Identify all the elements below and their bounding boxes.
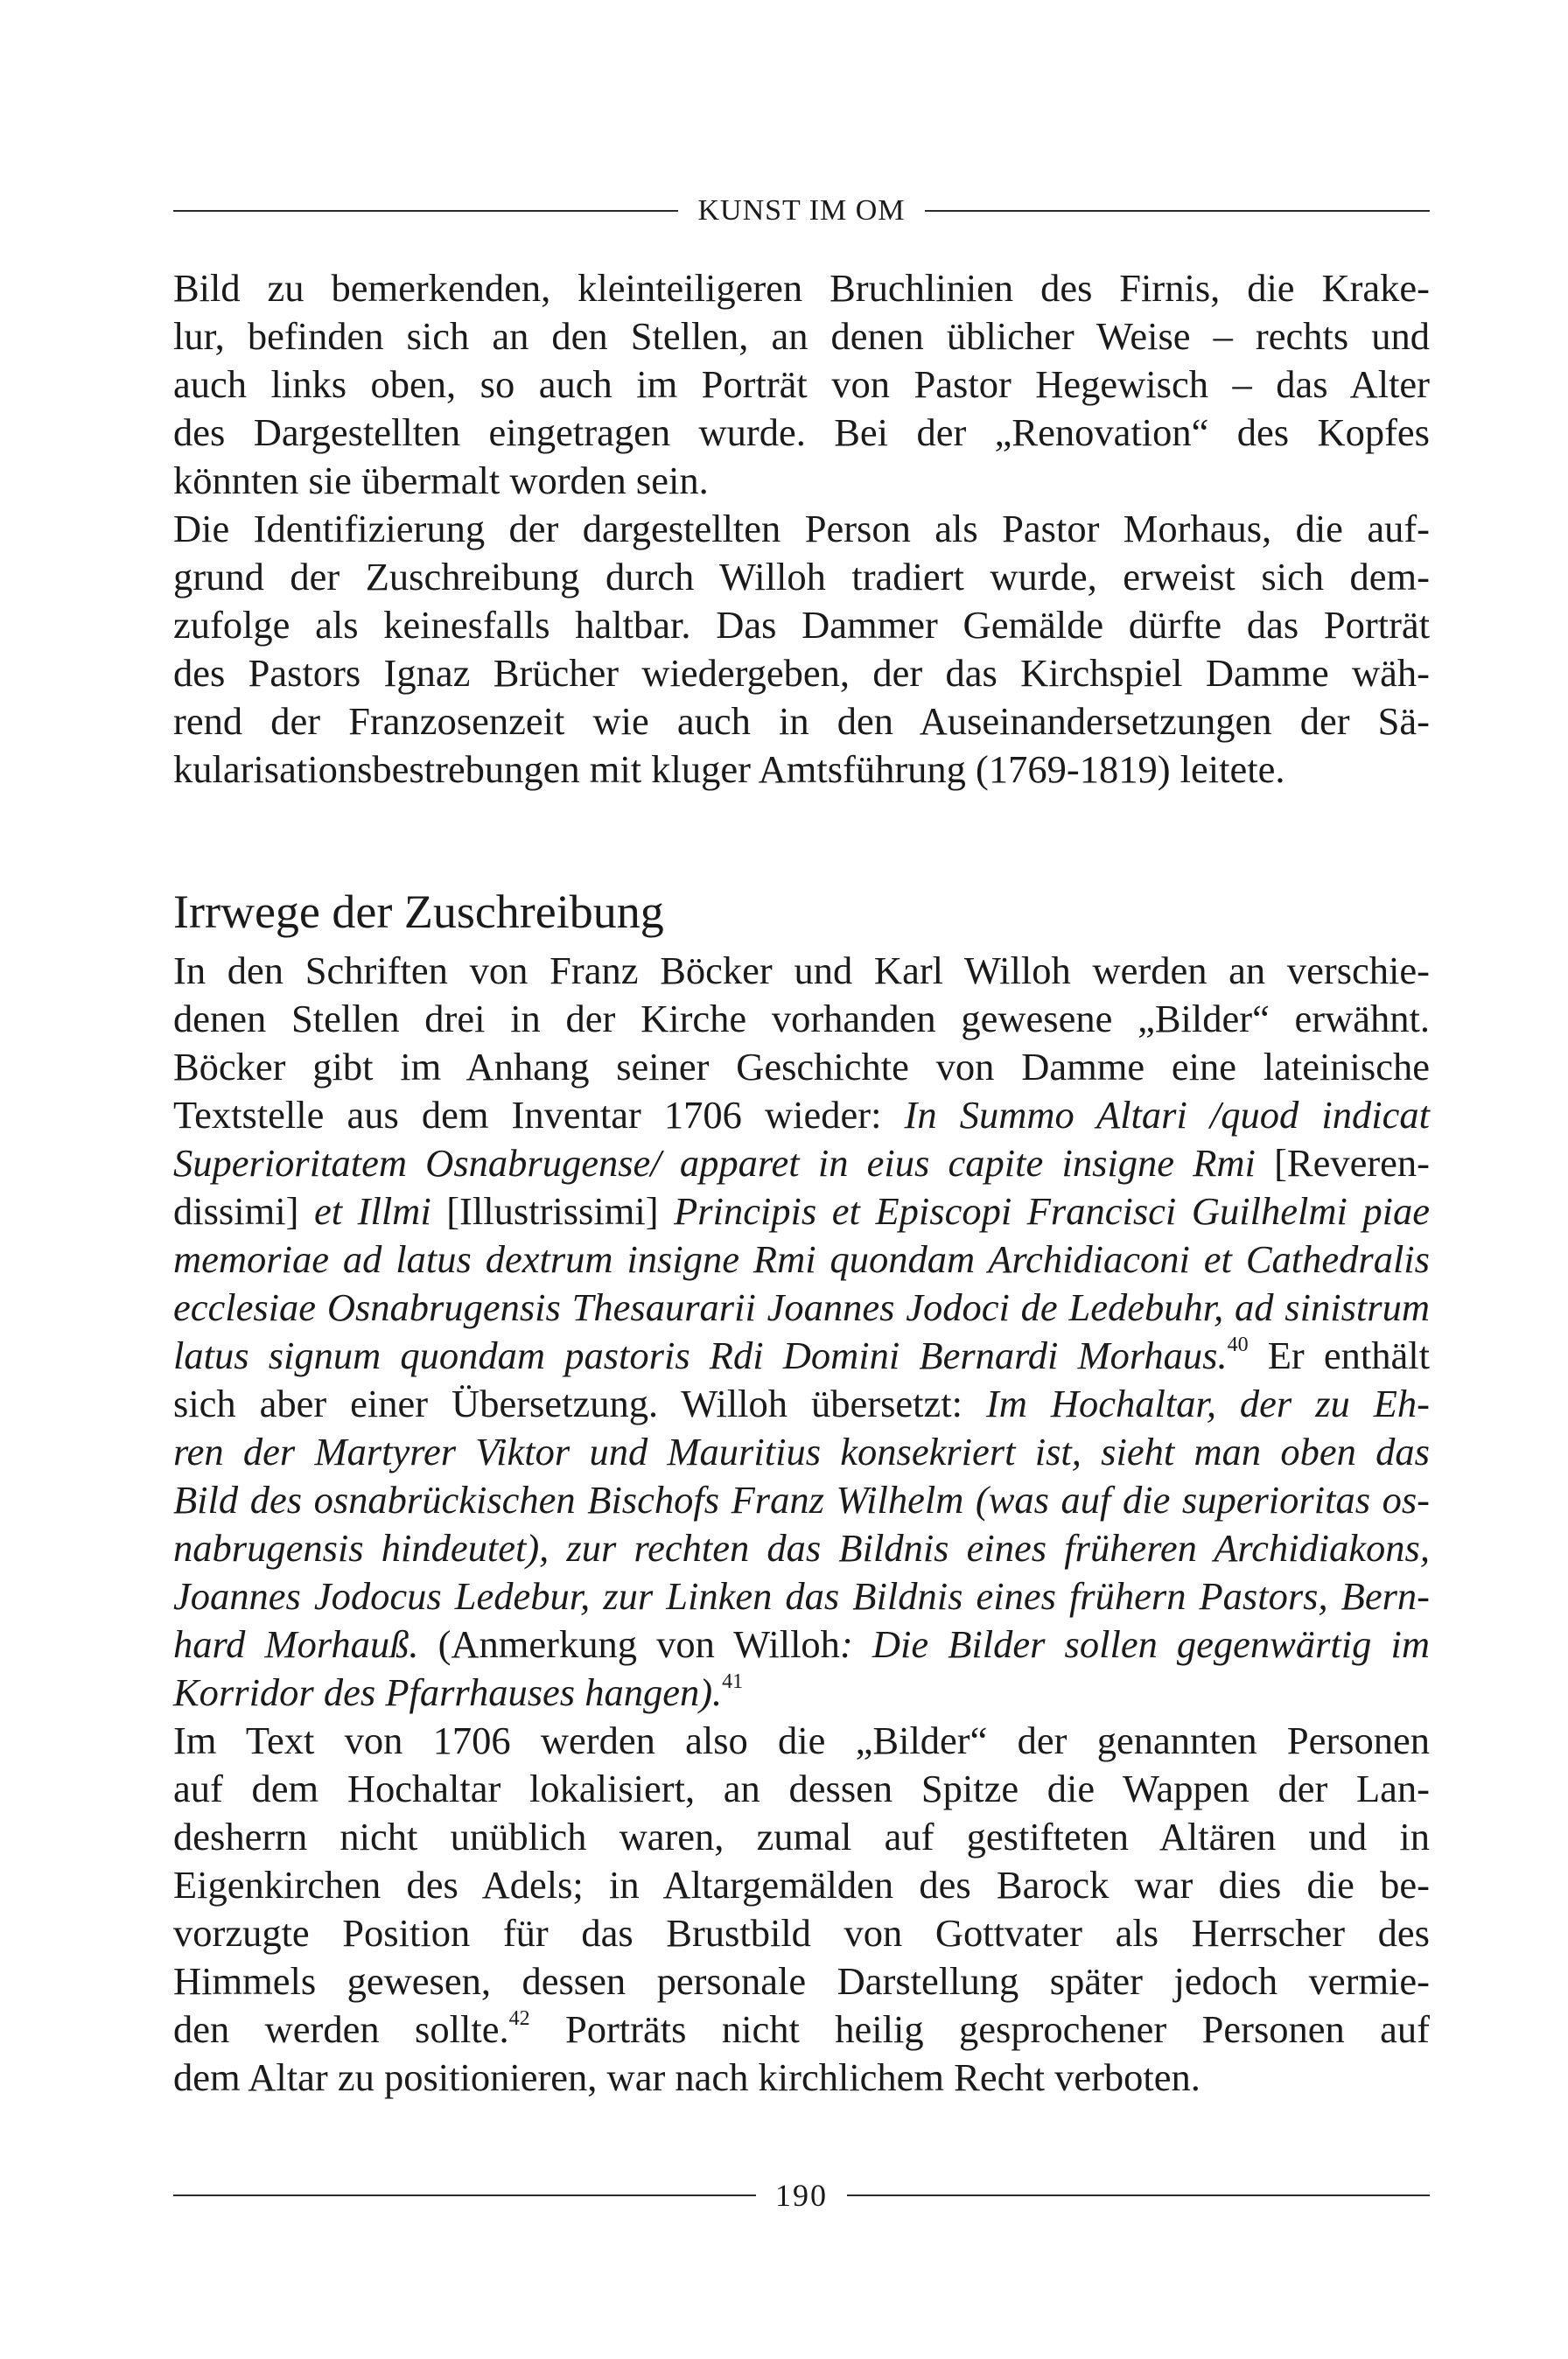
text-line [173,1620,1430,1669]
paragraph-3 [173,947,1430,1717]
text-segment: [Reveren- [1255,1141,1430,1185]
translation-quote: Im Hochaltar, der zu Eh- [985,1382,1430,1425]
text-line: rend der Franzosenzeit wie auch in den Auseinandersetzungen der Sä- [173,699,1430,743]
text-line [173,1091,1430,1139]
latin-quote: et Illmi [313,1189,431,1233]
latin-quote: latus signum quondam pastoris Rdi Domini Bernardi Morhaus. [173,1334,1228,1377]
text-line [173,1572,1430,1620]
text-segment: den werden sollte. [173,2007,509,2051]
translation-quote: ren der Martyrer Viktor und Mauritius konsekriert ist, sieht man oben das [173,1430,1430,1474]
footnote-ref[interactable]: 40 [1227,1334,1249,1356]
text-line: Die Identifizierung der dargestellten Person als Pastor Morhaus, die auf- [173,507,1430,550]
text-line: In den Schriften von Franz Böcker und Karl Willoh werden an verschie- [173,948,1430,992]
text-line: vorzugte Position für das Brustbild von Gottvater als Herrscher des [173,1911,1430,1955]
header-rule-left [173,210,678,212]
footnote-ref[interactable]: 42 [508,2007,530,2030]
section-2-text [173,947,1430,2102]
text-line: Eigenkirchen des Adels; in Altargemälden des Barock war dies die be- [173,1863,1430,1907]
text-line [173,1236,1430,1284]
section-heading: Irrwege der Zuschreibung [173,886,664,938]
paragraph-2 [173,505,1430,794]
text-line: des Dargestellten eingetragen wurde. Bei der „Renovation“ des Kopfes [173,410,1430,454]
text-segment: sich aber einer Übersetzung. Willoh übersetzt: [173,1382,986,1425]
translation-quote: : Die Bilder sollen gegenwärtig im [839,1622,1431,1666]
text-line [173,2006,1430,2054]
text-line [173,1332,1430,1380]
text-line: Böcker gibt im Anhang seiner Geschichte von Damme eine lateinische [173,1045,1430,1088]
translation-quote: Joannes Jodocus Ledebur, zur Linken das Bildnis eines frühern Pastors, Bern- [173,1574,1430,1618]
footnote-ref[interactable]: 41 [722,1670,744,1693]
latin-quote: ecclesiae Osnabrugensis Thesaurarii Joannes Jodoci de Ledebuhr, ad sinistrum [173,1285,1430,1329]
latin-quote: Superioritatem Osnabrugense/ apparet in eius capite insigne Rmi [173,1141,1256,1185]
text-line: kularisationsbestrebungen mit kluger Amtsführung (1769-1819) leitete. [173,747,1285,791]
translation-quote: nabrugensis hindeutet), zur rechten das Bildnis eines früheren Archidiakons, [173,1526,1430,1570]
text-line [173,1476,1430,1524]
text-segment: Porträts nicht heilig gesprochener Personen auf [529,2007,1430,2051]
text-line: des Pastors Ignaz Brücher wiedergeben, der das Kirchspiel Damme wäh- [173,651,1430,695]
text-line: Himmels gewesen, dessen personale Darstellung später jedoch vermie- [173,1959,1430,2003]
text-line: auch links oben, so auch im Porträt von Pastor Hegewisch – das Alter [173,362,1430,406]
page-footer [173,2177,1430,2214]
text-segment: [Illustrissimi] [430,1189,675,1233]
running-title: KUNST IM OM [697,194,906,227]
latin-quote: Principis et Episcopi Francisci Guilhelmi piae [674,1189,1430,1233]
footer-rule-left [173,2194,756,2196]
running-header [173,194,1430,228]
text-line [173,1187,1430,1236]
section-1-text [173,264,1430,794]
text-line: desherrn nicht unüblich waren, zumal auf gestifteten Altären und in [173,1815,1430,1858]
text-line [173,1669,1430,1717]
text-segment: Er enthält [1248,1334,1430,1377]
page-number: 190 [775,2178,828,2213]
text-line: zufolge als keinesfalls haltbar. Das Dammer Gemälde dürfte das Porträt [173,603,1430,647]
text-line: Bild zu bemerkenden, kleinteiligeren Bruchlinien des Firnis, die Krake- [173,266,1430,310]
text-line [173,1428,1430,1476]
header-rule-right [925,210,1430,212]
text-line: Im Text von 1706 werden also die „Bilder“ der genannten Personen [173,1718,1430,1762]
translation-quote: Korridor des Pfarrhauses hangen). [173,1670,723,1714]
text-line: dem Altar zu positionieren, war nach kirchlichem Recht verboten. [173,2055,1200,2099]
text-line: lur, befinden sich an den Stellen, an denen üblicher Weise – rechts und [173,314,1430,358]
text-line: grund der Zuschreibung durch Willoh tradiert wurde, erweist sich dem- [173,555,1430,598]
text-line [173,1524,1430,1572]
text-line: auf dem Hochaltar lokalisiert, an dessen Spitze die Wappen der Lan- [173,1767,1430,1810]
text-segment: (Anmerkung von Willoh [418,1622,840,1666]
footer-rule-right [847,2194,1430,2196]
translation-quote: Bild des osnabrückischen Bischofs Franz Wilhelm (was auf die superioritas os- [173,1478,1430,1522]
text-segment: dissimi] [173,1189,314,1233]
text-line: könnten sie übermalt worden sein. [173,458,709,502]
text-line [173,1380,1430,1428]
latin-quote: memoriae ad latus dextrum insigne Rmi quondam Archidiaconi et Cathedralis [173,1237,1430,1281]
paragraph-4 [173,1717,1430,2102]
text-line [173,1139,1430,1187]
text-segment: Textstelle aus dem Inventar 1706 wieder: [173,1093,905,1137]
latin-quote: In Summo Altari /quod indicat [904,1093,1430,1137]
translation-quote: hard Morhauß. [173,1622,419,1666]
text-line: denen Stellen drei in der Kirche vorhanden gewesene „Bilder“ erwähnt. [173,997,1430,1040]
paragraph-1 [173,264,1430,505]
text-line [173,1284,1430,1332]
